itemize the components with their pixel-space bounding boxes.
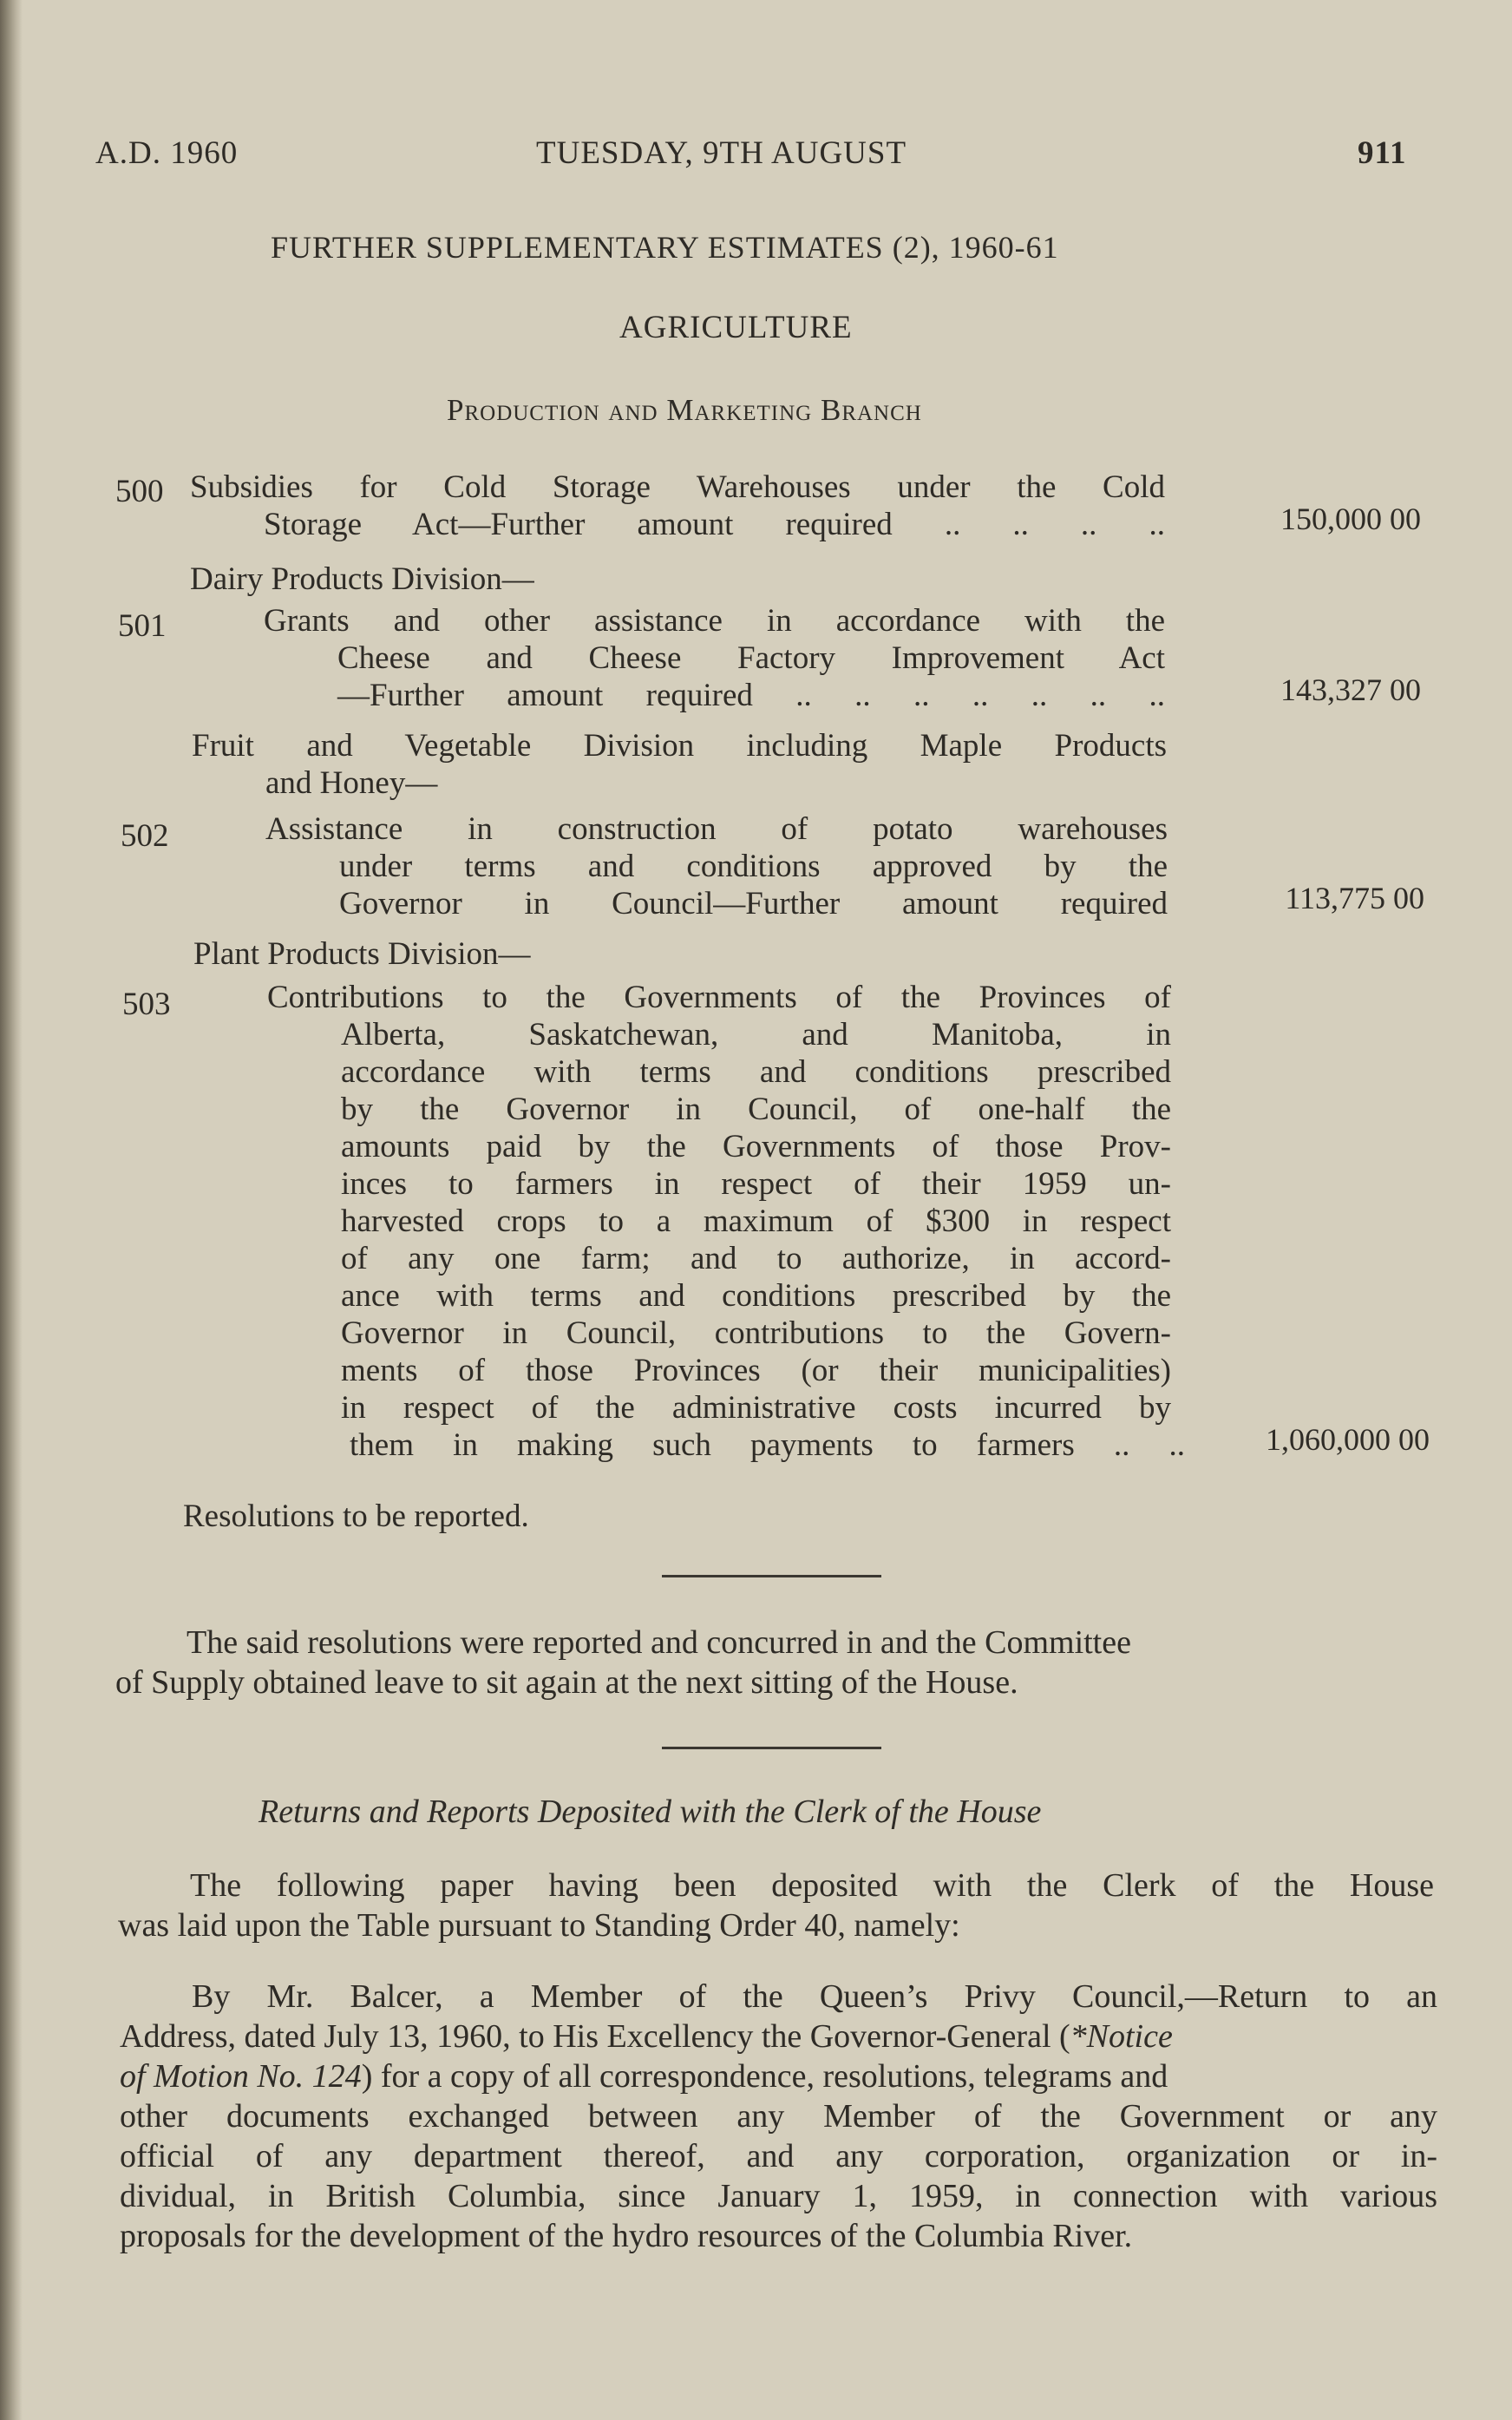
- balcer-line-6: dividual, in British Columbia, since January 1, 1959, in connection with various: [120, 2178, 1437, 2214]
- vote-503-line-12: in respect of the administrative costs incurred by: [341, 1390, 1171, 1426]
- vote-500-amount: 150,000 00: [1280, 502, 1421, 536]
- balcer-line-2-text: Address, dated July 13, 1960, to His Excellency the Governor-General (: [120, 2018, 1070, 2055]
- balcer-line-2: [120, 2018, 1437, 2056]
- page-number: 911: [1358, 135, 1407, 171]
- vote-502-amount: 113,775 00: [1285, 881, 1424, 915]
- balcer-notice-ref: *Notice: [1070, 2018, 1173, 2055]
- vote-502-line-2: under terms and conditions approved by the: [339, 849, 1168, 884]
- vote-503-line-11: ments of those Provinces (or their municipalities): [341, 1353, 1171, 1388]
- vote-503-number: 503: [122, 987, 171, 1022]
- vote-501-amount: 143,327 00: [1280, 672, 1421, 707]
- vote-502-line-1: Assistance in construction of potato warehouses: [265, 811, 1168, 847]
- vote-501-line-1: Grants and other assistance in accordance with the: [264, 603, 1165, 639]
- section-divider-2: [662, 1747, 881, 1749]
- vote-501-line-3: —Further amount required .. .. .. .. .. .. ..: [337, 678, 1165, 713]
- vote-501-number: 501: [118, 608, 167, 644]
- vote-503-line-13: them in making such payments to farmers .. ..: [350, 1427, 1185, 1463]
- balcer-line-4: other documents exchanged between any Member of the Government or any: [120, 2098, 1437, 2135]
- vote-503-amount: 1,060,000 00: [1266, 1422, 1430, 1457]
- returns-intro-line-2: was laid upon the Table pursuant to Standing Order 40, namely:: [118, 1907, 960, 1944]
- vote-500-number: 500: [115, 474, 164, 509]
- vote-503-line-3: accordance with terms and conditions prescribed: [341, 1054, 1171, 1090]
- resolutions-note: Resolutions to be reported.: [183, 1499, 529, 1534]
- returns-intro-line-1: The following paper having been deposited with the Clerk of the House: [190, 1867, 1434, 1904]
- balcer-line-3-text: ) for a copy of all correspondence, resolutions, telegrams and: [361, 2058, 1168, 2095]
- vote-503-line-9: ance with terms and conditions prescribed by the: [341, 1278, 1171, 1314]
- vote-500-line-2: Storage Act—Further amount required .. .. .. ..: [264, 507, 1165, 542]
- vote-503-line-5: amounts paid by the Governments of those Prov-: [341, 1129, 1171, 1164]
- balcer-line-3: [120, 2058, 1168, 2096]
- vote-503-line-10: Governor in Council, contributions to the Govern-: [341, 1315, 1171, 1351]
- header-year: A.D. 1960: [95, 135, 239, 171]
- vote-503-line-1: Contributions to the Governments of the Provinces of: [267, 980, 1171, 1015]
- balcer-line-5: official of any department thereof, and any corporation, organization or in-: [120, 2138, 1437, 2174]
- returns-heading: Returns and Reports Deposited with the Clerk of the House: [259, 1794, 1042, 1830]
- vote-503-line-4: by the Governor in Council, of one-half the: [341, 1092, 1171, 1127]
- header-date: TUESDAY, 9TH AUGUST: [536, 135, 907, 171]
- department-heading: AGRICULTURE: [619, 310, 853, 345]
- vote-503-line-7: harvested crops to a maximum of $300 in respect: [341, 1203, 1171, 1239]
- balcer-line-7: proposals for the development of the hydro resources of the Columbia River.: [120, 2218, 1133, 2254]
- plant-division-heading: Plant Products Division—: [193, 936, 531, 972]
- vote-503-line-2: Alberta, Saskatchewan, and Manitoba, in: [341, 1017, 1171, 1053]
- vote-500-line-1: Subsidies for Cold Storage Warehouses under the Cold: [190, 469, 1165, 505]
- balcer-line-1: By Mr. Balcer, a Member of the Queen’s Privy Council,—Return to an: [192, 1978, 1437, 2015]
- fruit-division-heading-line-2: and Honey—: [265, 765, 438, 801]
- balcer-motion-ref: of Motion No. 124: [120, 2058, 362, 2095]
- vote-502-number: 502: [121, 818, 169, 854]
- fruit-division-heading-line-1: Fruit and Vegetable Division including Maple Products: [192, 728, 1167, 764]
- branch-heading: Production and Marketing Branch: [447, 393, 922, 427]
- concurrence-line-1: The said resolutions were reported and concurred in and the Committee: [187, 1624, 1131, 1661]
- vote-503-line-8: of any one farm; and to authorize, in accord-: [341, 1241, 1171, 1276]
- dairy-division-heading: Dairy Products Division—: [190, 561, 534, 597]
- concurrence-line-2: of Supply obtained leave to sit again at the next sitting of the House.: [115, 1664, 1018, 1701]
- vote-502-line-3: Governor in Council—Further amount required: [339, 886, 1168, 921]
- vote-503-line-6: inces to farmers in respect of their 1959 un-: [341, 1166, 1171, 1202]
- section-divider-1: [662, 1575, 881, 1577]
- vote-501-line-2: Cheese and Cheese Factory Improvement Act: [337, 640, 1165, 676]
- estimates-title: FURTHER SUPPLEMENTARY ESTIMATES (2), 1960-61: [271, 230, 1059, 265]
